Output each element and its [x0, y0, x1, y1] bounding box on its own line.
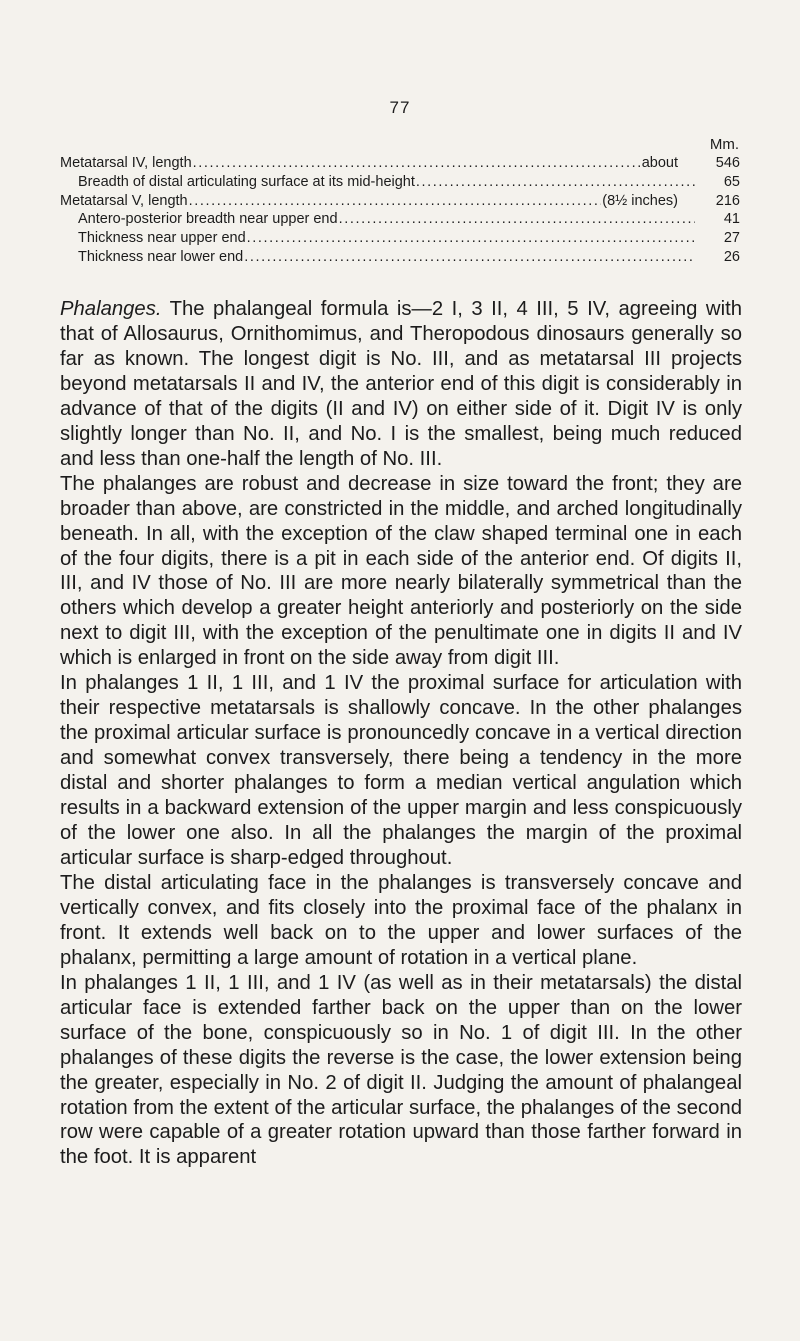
body-text [60, 297, 742, 1170]
paragraph: The phalanges are robust and decrease in size toward the front; they are broader than above, are constricted in the middle, and arched longitudinally beneath. In all, with the exception of the claw shaped terminal one in each of the four digits, there is a pit in each side of the anterior end. Of digits II, III, and IV those of No. III are more nearly bilaterally symmetrical than the others which develop a greater height anteriorly and posteriorly on the side next to digit III, with the exception of the penultimate one in digits II and IV which is enlarged in front on the side away from digit III. [60, 472, 742, 670]
dot-leader [339, 210, 695, 229]
measurement-label: Metatarsal IV, length [60, 155, 192, 171]
measurement-row [60, 248, 740, 267]
dot-leader [244, 248, 695, 267]
measurement-value: 546 [715, 155, 740, 171]
dot-leader [193, 154, 641, 173]
dot-leader [189, 192, 602, 211]
paragraph: The distal articulating face in the phalanges is transversely concave and vertically convex, and fits closely into the proximal face of the phalanx in front. It extends well back on to the upper and lower surfaces of the phalanx, permitting a large amount of rotation in a vertical plane. [60, 871, 742, 969]
measurement-label: Breadth of distal articulating surface at its mid-height [78, 173, 415, 190]
page-number: 77 [389, 98, 411, 117]
paragraph-text: The phalangeal formula is—2 I, 3 II, 4 III, 5 IV, agreeing with that of Allosaurus, Ornithomimus, and Theropodous dinosaurs generally so far as known. The longest digit is No. III, and as metatarsal III projects beyond metatarsals II and IV, the anterior end of this digit is considerably in advance of that of the digits (II and IV) on either side of it. Digit IV is only slightly longer than No. II, and No. I is the smallest, being much reduced and less than one-half the length of No. III. [60, 298, 742, 470]
paragraph: In phalanges 1 II, 1 III, and 1 IV the proximal surface for articulation with their respective metatarsals is shallowly concave. In the other phalanges the proximal articular surface is pronouncedly concave in a vertical direction and somewhat convex transversely, there being a tendency in the more distal and shorter phalanges to form a median vertical angulation which results in a backward extension of the upper margin and less conspicuously of the lower one also. In all the phalanges the margin of the proximal articular surface is sharp-edged throughout. [60, 672, 742, 869]
paragraph [60, 297, 742, 472]
measurement-row [60, 154, 740, 173]
measurement-value: 216 [715, 192, 740, 209]
measurement-value: 27 [723, 230, 740, 247]
paragraph: In phalanges 1 II, 1 III, and 1 IV (as well as in their metatarsals) the distal articular face is extended farther back on the upper than on the lower surface of the bone, conspicuously so in No. 1 of digit III. In the other phalanges of these digits the reverse is the case, the lower extension being the greater, especially in No. 2 of digit II. Judging the amount of phalangeal rotation from the extent of the articular surface, the phalanges of the second row were capable of a greater rotation upward than those farther forward in the foot. It is apparent [60, 971, 742, 1169]
measurement-row [60, 210, 740, 229]
measurement-value: 26 [723, 248, 740, 265]
section-heading: Phalanges. [60, 298, 162, 320]
measurement-label: Metatarsal V, length [60, 192, 188, 209]
measurement-table [60, 136, 740, 267]
measurement-row [60, 192, 740, 211]
measurement-qualifier: about [641, 155, 678, 171]
measurement-value: 41 [723, 211, 740, 228]
measurement-label: Antero-posterior breadth near upper end [78, 211, 338, 228]
measurement-row [60, 173, 740, 192]
measurement-label: Thickness near upper end [78, 230, 246, 247]
unit-header: Mm. [709, 136, 739, 153]
measurement-label: Thickness near lower end [78, 248, 244, 265]
measurement-qualifier: (8½ inches) [602, 192, 678, 209]
measurement-row [60, 229, 740, 248]
measurement-value: 65 [723, 173, 740, 190]
dot-leader [416, 173, 695, 192]
dot-leader [247, 229, 695, 248]
